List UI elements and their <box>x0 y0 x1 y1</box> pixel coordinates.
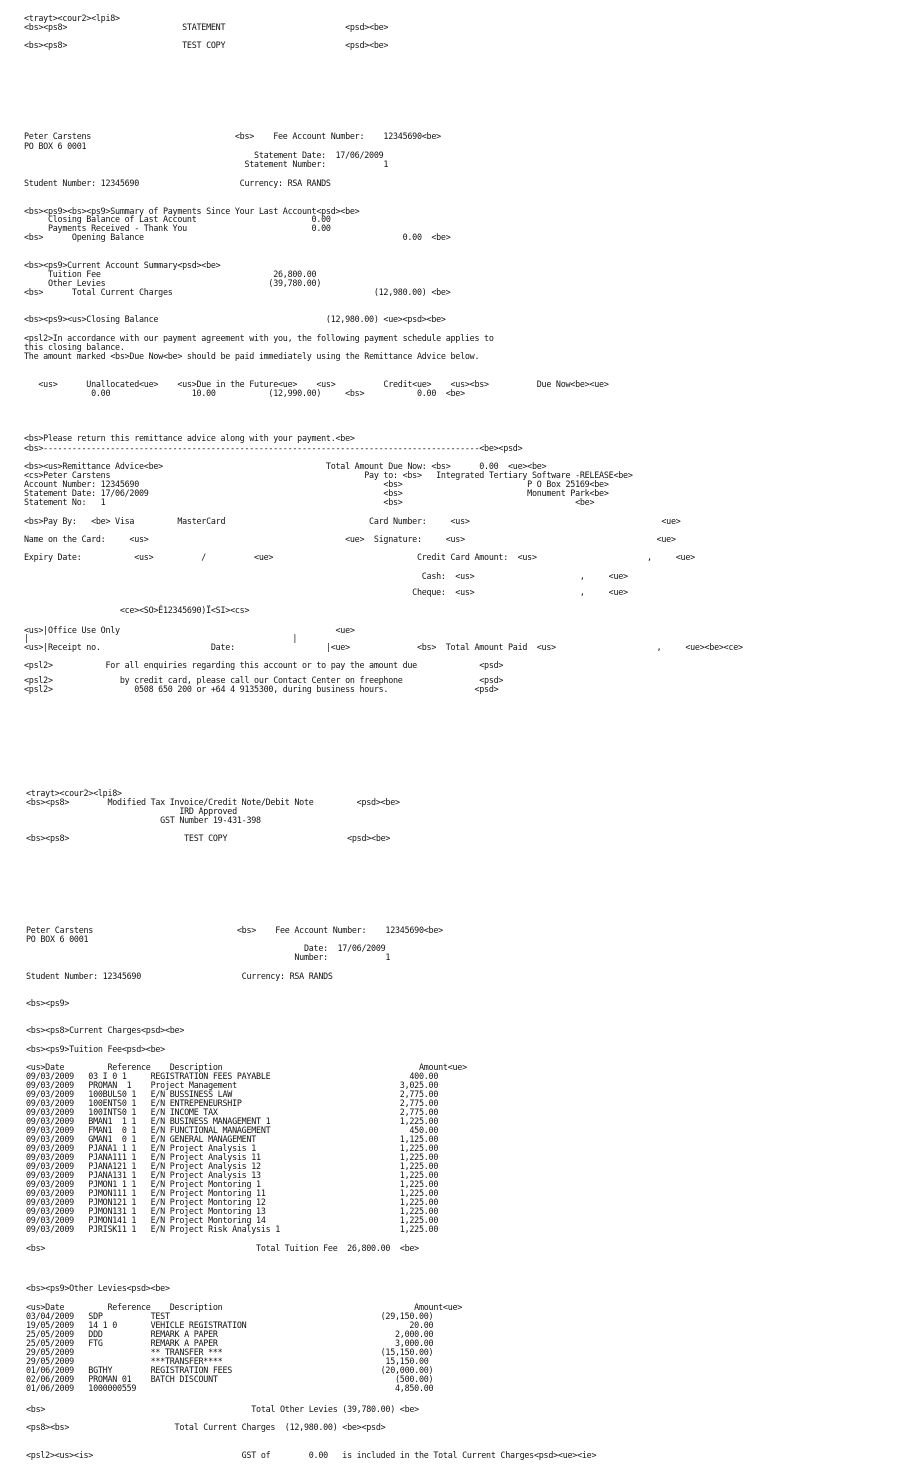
text-line: 09/03/2009 PJMON1 1 1 E/N Project Montoring 1 1,225.00 <box>26 1179 439 1189</box>
text-line: <bs><ps9><us>Closing Balance (12,980.00) <ue><psd><be> <box>24 314 446 324</box>
text-line: Date: 17/06/2009 <box>26 943 386 953</box>
text-line: <bs><us>Remittance Advice<be> Total Amount Due Now: <bs> 0.00 <ue><be> <box>24 461 547 471</box>
text-line: 09/03/2009 PJMON111 1 E/N Project Montoring 11 1,225.00 <box>26 1188 439 1198</box>
text-line: PO BOX 6 0001 <box>24 141 87 151</box>
text-line: <psl2><us><is> GST of 0.00 is included in the Total Current Charges<psd><ue><ie> <box>26 1450 597 1460</box>
text-line: <bs>-------------------------------------------------------------------------------------------<be><psd> <box>24 443 523 453</box>
text-line: <bs><ps8>Current Charges<psd><be> <box>26 1025 185 1035</box>
text-line: <bs><ps9>Tuition Fee<psd><be> <box>26 1044 165 1054</box>
text-line: Number: 1 <box>26 952 391 962</box>
text-line: <ps8><bs> Total Current Charges (12,980.00) <be><psd> <box>26 1422 386 1432</box>
text-line: <bs>Pay By: <be> Visa MasterCard Card Number: <us> <ue> <box>24 516 681 526</box>
text-line: <bs>Please return this remittance advice along with your payment.<be> <box>24 433 355 443</box>
text-line: <us>|Receipt no. Date: |<ue> <bs> Total Amount Paid <us> , <ue><be><ce> <box>24 642 743 652</box>
text-line: PO BOX 6 0001 <box>26 934 89 944</box>
text-line: Account Number: 12345690 <bs> P O Box 25169<be> <box>24 479 609 489</box>
text-line: 09/03/2009 PJANA111 1 E/N Project Analysis 11 1,225.00 <box>26 1152 439 1162</box>
text-line: 09/03/2009 PJANA121 1 E/N Project Analysis 12 1,225.00 <box>26 1161 439 1171</box>
text-line: 09/03/2009 100INTS0 1 E/N INCOME TAX 2,775.00 <box>26 1107 439 1117</box>
text-line: <bs> Total Current Charges (12,980.00) <be> <box>24 287 451 297</box>
text-line: 29/05/2009 ***TRANSFER**** 15,150.00 <box>26 1356 429 1366</box>
text-line: Payments Received - Thank You 0.00 <box>24 223 331 233</box>
text-line: <bs><ps8> STATEMENT <psd><be> <box>24 22 389 32</box>
text-line: 09/03/2009 100ENTS0 1 E/N ENTREPENEURSHIP 2,775.00 <box>26 1098 439 1108</box>
text-line: Statement No: 1 <bs> <be> <box>24 497 595 507</box>
text-line: <us>|Office Use Only <ue> <box>24 625 355 635</box>
text-line: 25/05/2009 FTG REMARK A PAPER 3,000.00 <box>26 1338 434 1348</box>
text-line: The amount marked <bs>Due Now<be> should be paid immediately using the Remittance Advice below. <box>24 351 480 361</box>
text-line: 09/03/2009 100BULS0 1 E/N BUSSINESS LAW 2,775.00 <box>26 1089 439 1099</box>
text-line: <us>Date Reference Description Amount<ue> <box>26 1062 467 1072</box>
text-line: Cheque: <us> , <ue> <box>24 587 628 597</box>
text-line: Peter Carstens <bs> Fee Account Number: 12345690<be> <box>26 925 443 935</box>
text-line: 09/03/2009 PJRISK11 1 E/N Project Risk Analysis 1 1,225.00 <box>26 1224 439 1234</box>
text-line: <bs><ps9> <box>26 998 70 1008</box>
text-line: <bs><ps9><bs><ps9>Summary of Payments Since Your Last Account<psd><be> <box>24 206 360 216</box>
text-line: 09/03/2009 BMAN1 1 1 E/N BUSINESS MANAGEMENT 1 1,225.00 <box>26 1116 439 1126</box>
text-line: Peter Carstens <bs> Fee Account Number: 12345690<be> <box>24 131 441 141</box>
text-line: Statement Date: 17/06/2009 <bs> Monument Park<be> <box>24 488 609 498</box>
text-line: 09/03/2009 PJMON141 1 E/N Project Montoring 14 1,225.00 <box>26 1215 439 1225</box>
text-line: Student Number: 12345690 Currency: RSA RANDS <box>24 178 331 188</box>
text-line: Student Number: 12345690 Currency: RSA RANDS <box>26 971 333 981</box>
text-line: 19/05/2009 14 1 0 VEHICLE REGISTRATION 20.00 <box>26 1320 434 1330</box>
text-line: <bs><ps8> TEST COPY <psd><be> <box>24 40 389 50</box>
text-line: <bs> Opening Balance 0.00 <be> <box>24 232 451 242</box>
text-line: 09/03/2009 PJMON131 1 E/N Project Montoring 13 1,225.00 <box>26 1206 439 1216</box>
text-line: Expiry Date: <us> / <ue> Credit Card Amount: <us> , <ue> <box>24 552 695 562</box>
text-line: Cash: <us> , <ue> <box>24 571 628 581</box>
text-line: 09/03/2009 PJANA131 1 E/N Project Analysis 13 1,225.00 <box>26 1170 439 1180</box>
text-line: Statement Number: 1 <box>24 159 389 169</box>
text-line: 09/03/2009 PJANA1 1 1 E/N Project Analysis 1 1,225.00 <box>26 1143 439 1153</box>
text-line: IRD Approved <box>26 806 237 816</box>
text-line: <bs><ps8> TEST COPY <psd><be> <box>26 833 391 843</box>
text-line: <bs> Total Tuition Fee 26,800.00 <be> <box>26 1243 419 1253</box>
text-line: 25/05/2009 DDD REMARK A PAPER 2,000.00 <box>26 1329 434 1339</box>
text-line: 01/06/2009 BGTHY REGISTRATION FEES (20,000.00) <box>26 1365 434 1375</box>
text-line: <trayt><cour2><lpi8> <box>26 788 122 798</box>
text-line: GST Number 19-431-398 <box>26 815 261 825</box>
text-line: Tuition Fee 26,800.00 <box>24 269 317 279</box>
text-line: 02/06/2009 PROMAN 01 BATCH DISCOUNT (500.00) <box>26 1374 434 1384</box>
text-line: <psl2> by credit card, please call our Contact Center on freephone <psd> <box>24 675 504 685</box>
text-line: Statement Date: 17/06/2009 <box>24 150 384 160</box>
text-line: 01/06/2009 1000000559 4,850.00 <box>26 1383 434 1393</box>
text-line: Closing Balance of Last Account 0.00 <box>24 214 331 224</box>
text-line: <us>Date Reference Description Amount<ue> <box>26 1302 463 1312</box>
text-line: <psl2>In accordance with our payment agreement with you, the following payment schedule applies to <box>24 333 494 343</box>
text-line: <psl2> 0508 650 200 or +64 4 9135300, during business hours. <psd> <box>24 684 499 694</box>
text-line: 09/03/2009 PJMON121 1 E/N Project Montoring 12 1,225.00 <box>26 1197 439 1207</box>
text-line: 09/03/2009 FMAN1 0 1 E/N FUNCTIONAL MANAGEMENT 450.00 <box>26 1125 439 1135</box>
text-line: <ce><SO>Ê12345690)Ï<SI><cs> <box>24 605 250 615</box>
text-line: <bs><ps8> Modified Tax Invoice/Credit Note/Debit Note <psd><be> <box>26 797 400 807</box>
text-line: | | <box>24 633 298 643</box>
text-line: <bs><ps9>Current Account Summary<psd><be> <box>24 260 221 270</box>
text-line: <psl2> For all enquiries regarding this account or to pay the amount due <psd> <box>24 660 504 670</box>
text-line: 09/03/2009 PROMAN 1 Project Management 3,025.00 <box>26 1080 439 1090</box>
text-line: this closing balance. <box>24 342 125 352</box>
text-line: 03/04/2009 SDP TEST (29,150.00) <box>26 1311 434 1321</box>
text-line: <us> Unallocated<ue> <us>Due in the Future<ue> <us> Credit<ue> <us><bs> Due Now<be><ue> <box>24 379 609 389</box>
text-line: 09/03/2009 03 I 0 1 REGISTRATION FEES PAYABLE 400.00 <box>26 1071 439 1081</box>
text-line: <cs>Peter Carstens Pay to: <bs> Integrated Tertiary Software -RELEASE<be> <box>24 470 633 480</box>
text-line: <trayt><cour2><lpi8> <box>24 13 120 23</box>
text-line: Name on the Card: <us> <ue> Signature: <us> <ue> <box>24 534 676 544</box>
text-line: 29/05/2009 ** TRANSFER *** (15,150.00) <box>26 1347 434 1357</box>
text-line: <bs><ps9>Other Levies<psd><be> <box>26 1283 170 1293</box>
text-line: <bs> Total Other Levies (39,780.00) <be> <box>26 1404 419 1414</box>
text-line: 09/03/2009 GMAN1 0 1 E/N GENERAL MANAGEMENT 1,125.00 <box>26 1134 439 1144</box>
text-line: 0.00 10.00 (12,990.00) <bs> 0.00 <be> <box>24 388 465 398</box>
text-line: Other Levies (39,780.00) <box>24 278 322 288</box>
